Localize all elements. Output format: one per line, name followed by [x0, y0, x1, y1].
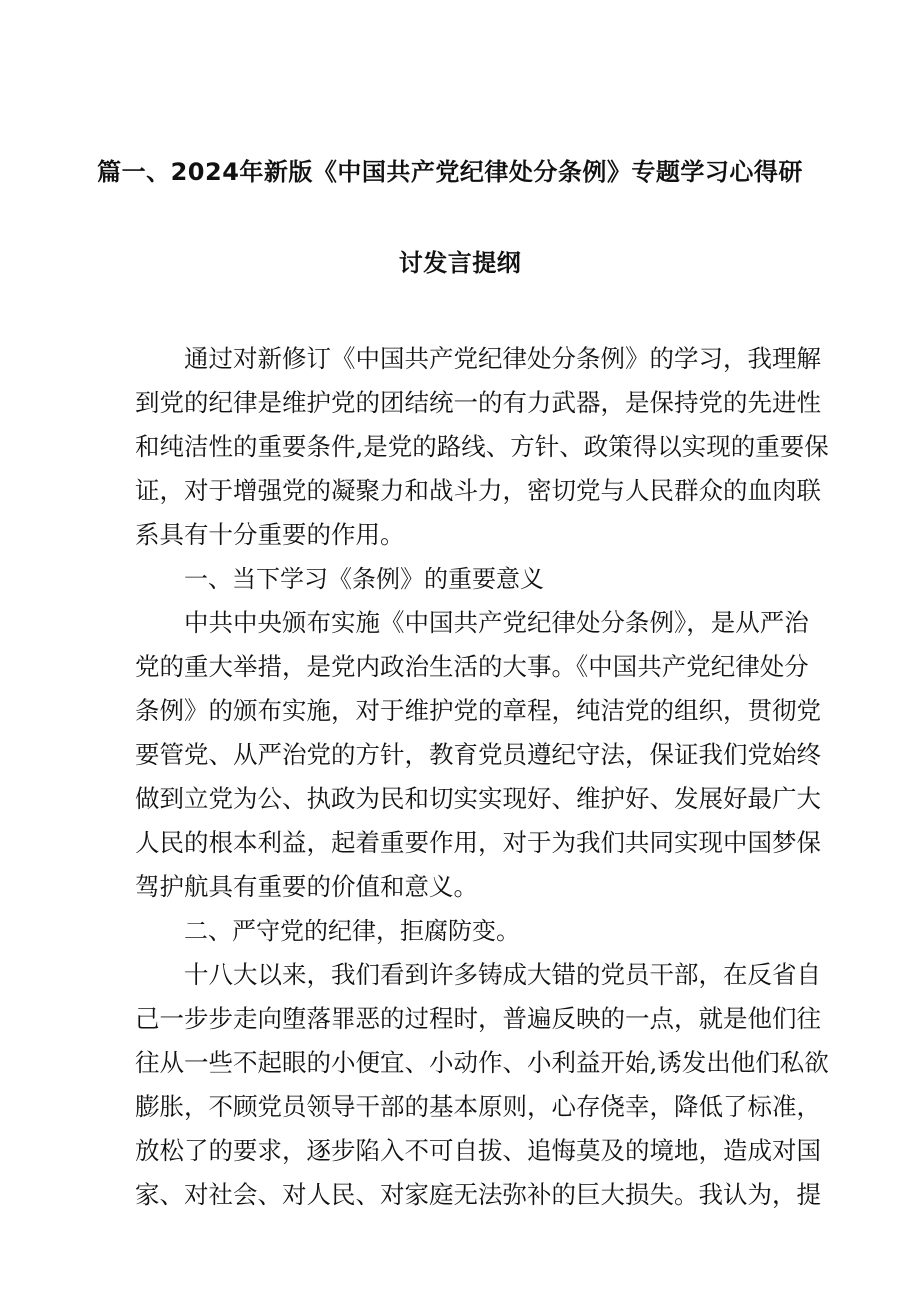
section1-paragraph-line: 做到立党为公、执政为民和切实实现好、维护好、发展好最广大 [135, 784, 821, 813]
section1-paragraph-line: 要管党、从严治党的方针，教育党员遵纪守法，保证我们党始终 [135, 740, 821, 769]
intro-paragraph-line: 证，对于增强党的凝聚力和战斗力，密切党与人民群众的血肉联 [135, 476, 821, 505]
section1-paragraph-line: 驾护航具有重要的价值和意义。 [135, 872, 478, 901]
section1-paragraph-line: 中共中央颁布实施《中国共产党纪律处分条例》，是从严治 [184, 608, 809, 637]
section2-paragraph-line: 家、对社会、对人民、对家庭无法弥补的巨大损失。我认为，提 [135, 1180, 821, 1209]
intro-paragraph-line: 系具有十分重要的作用。 [135, 520, 405, 549]
document-title-line-1: 篇一、2024年新版《中国共产党纪律处分条例》专题学习心得研 [97, 158, 803, 186]
document-title-line-2: 讨发言提纲 [398, 249, 522, 277]
section1-paragraph-line: 条例》的颁布实施，对于维护党的章程，纯洁党的组织，贯彻党 [135, 696, 821, 725]
intro-paragraph-line: 和纯洁性的重要条件,是党的路线、方针、政策得以实现的重要保 [135, 432, 829, 461]
section2-paragraph-line: 十八大以来，我们看到许多铸成大错的党员干部，在反省自 [184, 960, 821, 989]
intro-paragraph-line: 通过对新修订《中国共产党纪律处分条例》的学习，我理解 [184, 344, 821, 373]
section2-paragraph-line: 放松了的要求，逐步陷入不可自拔、追悔莫及的境地，造成对国 [135, 1136, 821, 1165]
section2-paragraph-line: 膨胀，不顾党员领导干部的基本原则，心存侥幸，降低了标准， [135, 1092, 821, 1121]
section2-paragraph-line: 往从一些不起眼的小便宜、小动作、小利益开始,诱发出他们私欲 [135, 1048, 829, 1077]
section1-paragraph-line: 党的重大举措，是党内政治生活的大事。《中国共产党纪律处分 [135, 652, 809, 681]
intro-paragraph-line: 到党的纪律是维护党的团结统一的有力武器，是保持党的先进性 [135, 388, 821, 417]
section2-paragraph-line: 己一步步走向堕落罪恶的过程时，普遍反映的一点，就是他们往 [135, 1004, 821, 1033]
section1-paragraph-line: 人民的根本利益，起着重要作用，对于为我们共同实现中国梦保 [135, 828, 821, 857]
section-heading-2: 二、严守党的纪律，拒腐防变。 [184, 917, 520, 945]
section-heading-1: 一、当下学习《条例》的重要意义 [184, 565, 544, 593]
